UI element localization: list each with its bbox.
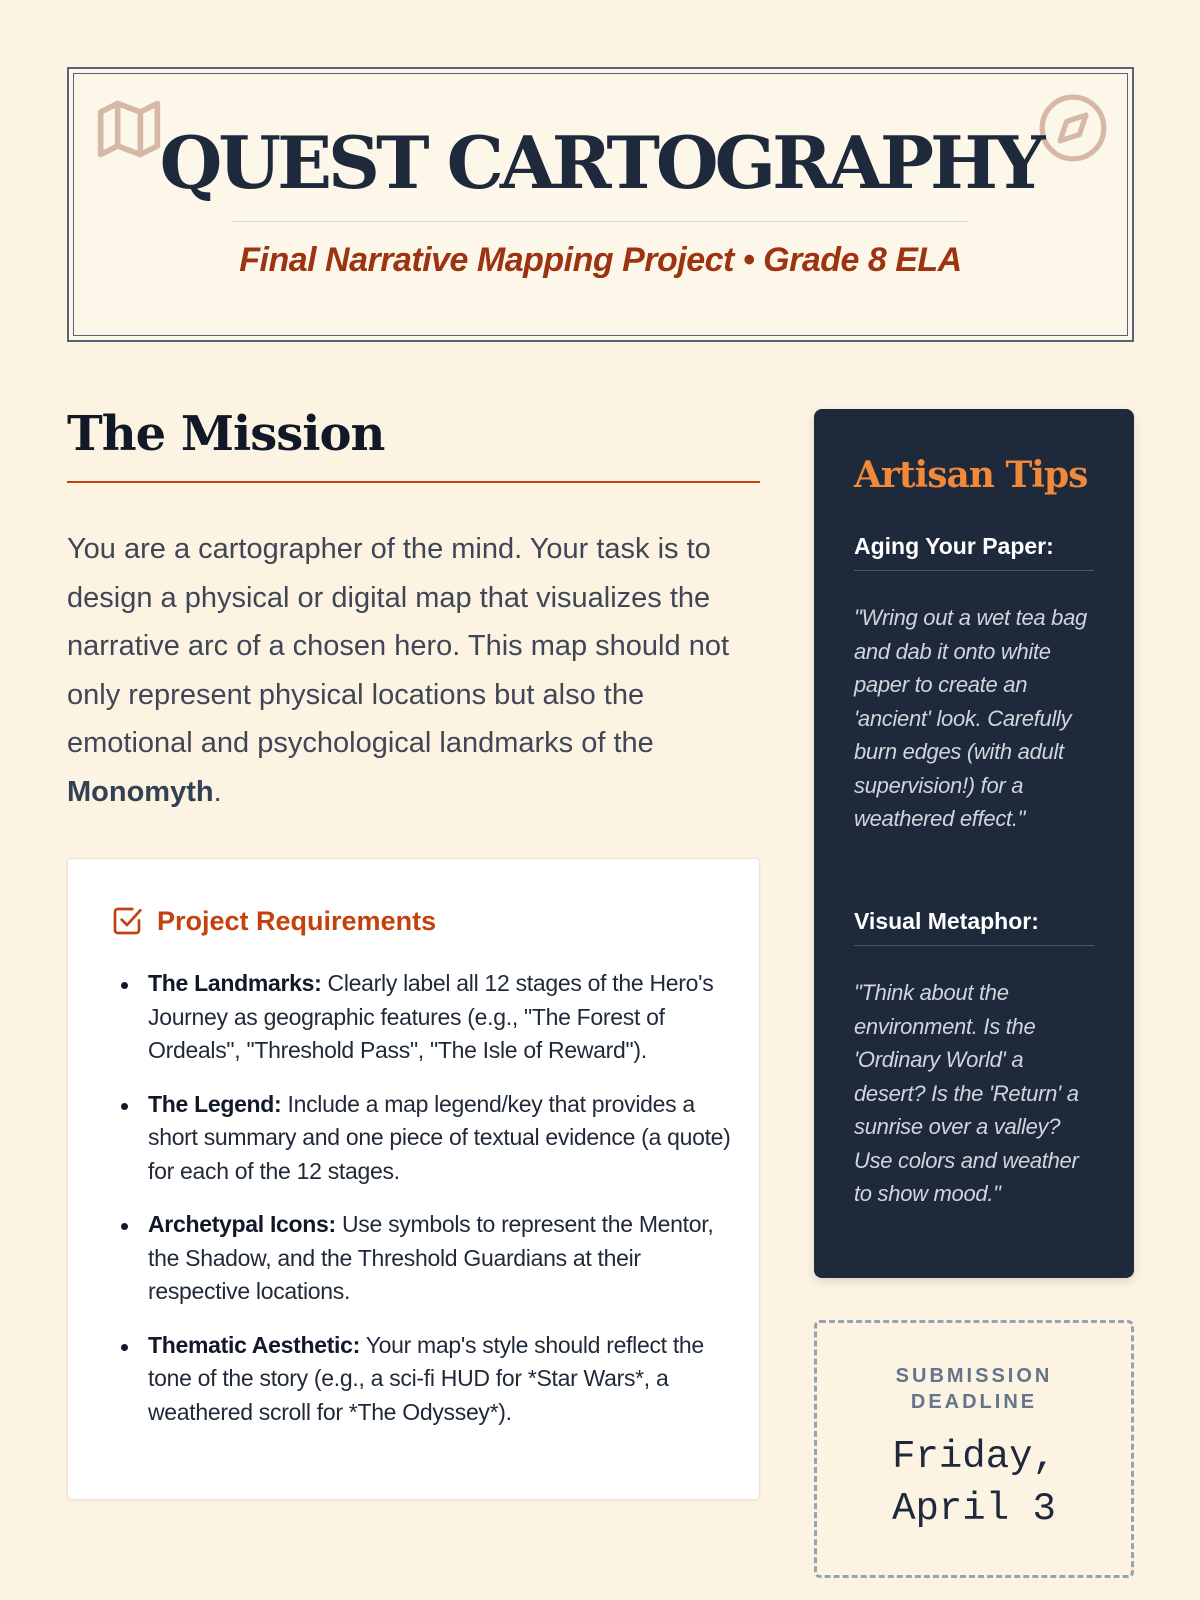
mission-divider	[67, 481, 760, 483]
requirements-title: Project Requirements	[157, 905, 437, 936]
requirement-text: Include a map legend/key that provides a short summary and one piece of textual evidence (a quote) for each of the 12 stages.	[148, 1090, 731, 1184]
header-frame	[67, 67, 1134, 342]
requirement-item	[148, 1088, 748, 1189]
requirements-card	[67, 858, 760, 1500]
requirements-list	[148, 967, 748, 1449]
checkbox-icon	[111, 905, 143, 937]
requirement-text: Clearly label all 12 stages of the Hero's Journey as geographic features (e.g., "The Forest of Ordeals", "Threshold Pass", "The Isle of Reward").	[148, 970, 714, 1063]
requirement-text: Use symbols to represent the Mentor, the Shadow, and the Threshold Guardians at their respective locations.	[148, 1211, 714, 1304]
requirements-header	[111, 903, 436, 939]
deadline-label: SUBMISSION DEADLINE	[895, 1365, 1053, 1413]
page-subtitle: Final Narrative Mapping Project • Grade 8 ELA	[239, 241, 962, 279]
page-title: QUEST CARTOGRAPHY	[159, 120, 1042, 205]
requirement-label: Archetypal Icons:	[148, 1211, 336, 1237]
deadline-date: Friday, April 3	[892, 1435, 1056, 1531]
mission-keyword: Monomyth	[67, 775, 214, 808]
tip-heading-metaphor: Visual Metaphor:	[854, 908, 1094, 946]
requirement-label: The Legend:	[148, 1090, 282, 1117]
requirement-label: The Landmarks:	[148, 970, 322, 996]
requirement-item	[148, 1329, 748, 1430]
deadline-box	[814, 1320, 1134, 1578]
tip-text-metaphor: "Think about the environment. Is the 'Ordinary World' a desert? Is the 'Return' a sunrise over a valley? Use colors and weather to show mood."	[854, 980, 1079, 1206]
mission-paragraph	[67, 525, 767, 816]
requirement-text: Your map's style should reflect the tone of the story (e.g., a sci-fi HUD for *Star Wars*, a weathered scroll for *The Odyssey*).	[148, 1331, 704, 1425]
title-divider	[232, 221, 969, 222]
mission-text-start: You are a cartographer of the mind. Your task is to design a physical or digital map that visualizes the narrative arc of a chosen hero. This map should not only represent physical locations but also the emotional and psychological landmarks of the	[67, 533, 730, 759]
mission-text-end: .	[213, 775, 222, 808]
tip-heading-aging: Aging Your Paper:	[854, 533, 1094, 571]
requirement-label: Thematic Aesthetic:	[148, 1331, 361, 1358]
mission-heading: The Mission	[67, 406, 385, 462]
tip-text-aging: "Wring out a wet tea bag and dab it onto white paper to create an 'ancient' look. Carefully burn edges (with adult supervision!) for a weathered effect."	[854, 605, 1087, 831]
requirement-item	[148, 967, 748, 1068]
artisan-tips-panel	[814, 409, 1134, 1278]
requirement-item	[148, 1208, 748, 1309]
tips-title: Artisan Tips	[854, 454, 1088, 496]
